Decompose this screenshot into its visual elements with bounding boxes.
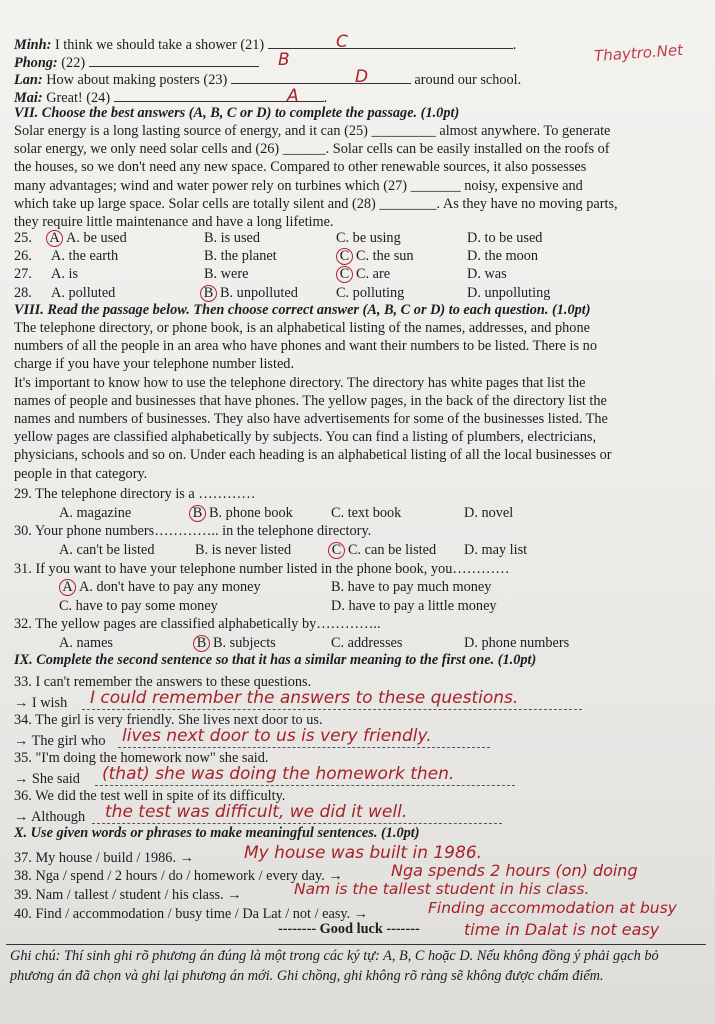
section-vii-heading: VII. Choose the best answers (A, B, C or D) to complete the passage. (1.0pt): [14, 105, 460, 121]
dialogue-line-23: Lan: How about making posters (23) around our school.: [14, 72, 522, 88]
option-d[interactable]: D. the moon: [467, 248, 539, 264]
solar-passage: Solar energy is a long lasting source of energy, and it can (25) _________ almost anywhere. To generate solar energy, we only need solar cells and (26) ______. Solar cells can be easily installed on the roofs of the houses, so we don't need any new space. Compared to other renewable sources, it also possesses many advantages; wind and water power rely on turbines which (27) _______ noisy, expensive and which take up large space. Solar cells are totally silent and (28) ________. As they have no moving parts, they require little maintenance and have a long lifetime.: [14, 123, 618, 231]
option-c[interactable]: C. have to pay some money: [59, 598, 218, 614]
option-a[interactable]: A. the earth: [51, 248, 119, 264]
section-x-heading: X. Use given words or phrases to make meaningful sentences. (1.0pt): [14, 825, 420, 841]
question-38: 38. Nga / spend / 2 hours / do / homework / every day. →: [14, 868, 343, 884]
divider: [6, 944, 706, 945]
handwritten-answer-38: Nga spends 2 hours (on) doing: [391, 861, 638, 880]
rewrite-prefix: → The girl who: [14, 733, 106, 749]
answer-blank[interactable]: [268, 35, 513, 49]
handwritten-answer-24: A: [287, 86, 299, 106]
dialogue-line-24: Mai: Great! (24) .: [14, 90, 328, 106]
option-b[interactable]: B. were: [204, 266, 249, 282]
phonebook-passage: The telephone directory, or phone book, is an alphabetical listing of the names, addresses, and phone numbers of all the people in an area who have phones and want their numbers to be listed. There is no charge if you have your telephone number listed. It's important to know how to use the telephone directory. The directory has white pages that list the names of people and businesses that have phones. The yellow pages, in the back of the directory list the names and numbers of businesses. They also have advertisements for some of the businesses listed. The yellow pages are classified alphabetically by subjects. You can find a listing of plumbers, electricians, physicians, schools and so on. Under each heading is an alphabetical listing of all the local businesses or people in that category.: [14, 320, 612, 482]
handwritten-answer-37: My house was built in 1986.: [244, 843, 483, 863]
answer-line[interactable]: [95, 785, 515, 786]
rewrite-prefix: → She said: [14, 771, 80, 787]
option-d[interactable]: D. may list: [464, 542, 528, 558]
question-36: 36. We did the test well in spite of its difficulty.: [14, 788, 286, 804]
handwritten-answer-34: lives next door to us is very friendly.: [122, 726, 432, 746]
question-35: 35. "I'm doing the homework now" she said.: [14, 750, 269, 766]
section-viii-heading: VIII. Read the passage below. Then choose correct answer (A, B, C or D) to each question. (1.0pt): [14, 302, 591, 318]
handwritten-answer-21: C: [336, 32, 348, 52]
option-d[interactable]: D. novel: [464, 505, 514, 521]
answer-line[interactable]: [118, 747, 490, 748]
good-luck: -------- Good luck -------: [278, 921, 420, 937]
question-40: 40. Find / accommodation / busy time / Da Lat / not / easy. →: [14, 906, 369, 922]
option-b[interactable]: B. is never listed: [195, 542, 292, 558]
option-d[interactable]: D. unpolluting: [467, 285, 551, 301]
handwritten-answer-33: I could remember the answers to these questions.: [90, 688, 519, 708]
option-c[interactable]: C C. can be listed: [328, 541, 436, 559]
option-a[interactable]: A. names: [59, 635, 113, 651]
option-b[interactable]: B. have to pay much money: [331, 579, 492, 595]
option-c[interactable]: C. addresses: [331, 635, 403, 651]
option-b[interactable]: B. the planet: [204, 248, 277, 264]
answer-line[interactable]: [82, 709, 582, 710]
handwritten-answer-40: Finding accommodation at busy: [428, 899, 677, 917]
option-a[interactable]: A. polluted: [51, 285, 116, 301]
option-a[interactable]: A. is: [51, 266, 79, 282]
option-b[interactable]: B B. phone book: [189, 504, 293, 522]
handwritten-answer-39: Nam is the tallest student in his class.: [294, 880, 590, 898]
handwritten-answer-40-continued: time in Dalat is not easy: [464, 920, 660, 939]
option-d[interactable]: D. was: [467, 266, 507, 282]
section-ix-heading: IX. Complete the second sentence so that it has a similar meaning to the first one. (1.0pt): [14, 652, 537, 668]
option-c[interactable]: C. polluting: [336, 285, 405, 301]
question-37: 37. My house / build / 1986. →: [14, 850, 194, 866]
option-b[interactable]: B B. subjects: [193, 634, 276, 652]
answer-blank[interactable]: [89, 53, 259, 67]
handwritten-answer-22: B: [278, 50, 290, 70]
option-a[interactable]: A A. don't have to pay any money: [59, 578, 261, 596]
question-33: 33. I can't remember the answers to these questions.: [14, 674, 312, 690]
option-d[interactable]: D. to be used: [467, 230, 543, 246]
dialogue-line-22: Phong: (22): [14, 53, 259, 72]
option-d[interactable]: D. have to pay a little money: [331, 598, 497, 614]
option-b[interactable]: B B. unpolluted: [200, 284, 298, 302]
question-39: 39. Nam / tallest / student / his class. →: [14, 887, 242, 903]
answer-blank[interactable]: [231, 70, 411, 84]
handwritten-answer-35: (that) she was doing the homework then.: [102, 764, 455, 784]
option-d[interactable]: D. phone numbers: [464, 635, 570, 651]
exam-note: Ghi chú: Thí sinh ghi rõ phương án đúng là một trong các ký tự: A, B, C hoặc D. Nếu không đồng ý phải gạch bỏ phương án đã chọn và ghi lại phương án mới. Ghi chồng, ghi không rõ ràng sẽ không được chấm điểm.: [10, 948, 659, 984]
option-a[interactable]: A. magazine: [59, 505, 132, 521]
dialogue-line-21: Minh: I think we should take a shower (21) .: [14, 37, 517, 53]
option-a[interactable]: A. can't be listed: [59, 542, 155, 558]
question-34: 34. The girl is very friendly. She lives next door to us.: [14, 712, 323, 728]
handwritten-answer-36: the test was difficult, we did it well.: [105, 802, 408, 822]
handwritten-answer-23: D: [355, 67, 369, 87]
option-a[interactable]: A A. be used: [46, 229, 127, 247]
watermark-stamp: Thaytro.Net: [593, 40, 684, 66]
rewrite-prefix: → I wish: [14, 695, 68, 711]
option-c[interactable]: C C. the sun: [336, 247, 414, 265]
option-c[interactable]: C. text book: [331, 505, 402, 521]
rewrite-prefix: → Although: [14, 809, 86, 825]
option-c[interactable]: C. be using: [336, 230, 401, 246]
option-b[interactable]: B. is used: [204, 230, 261, 246]
option-c[interactable]: C C. are: [336, 265, 390, 283]
